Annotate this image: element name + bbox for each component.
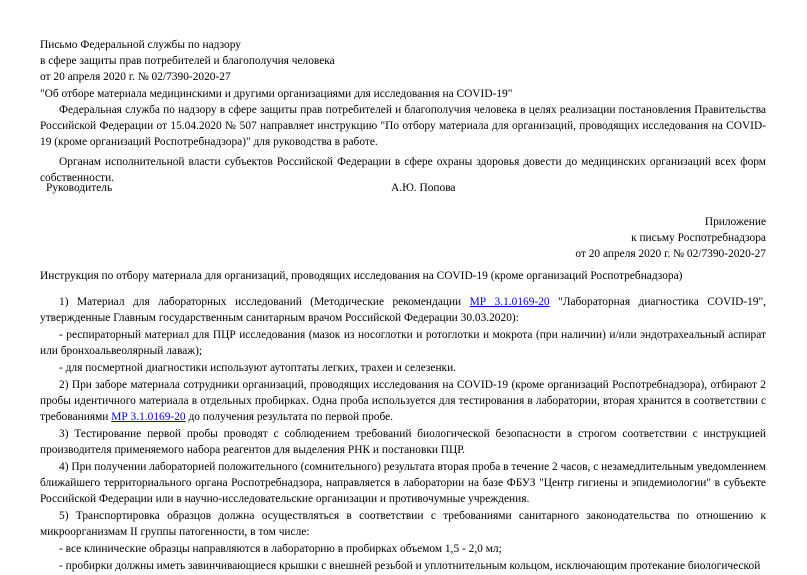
mr-reference-link-2[interactable]: МР 3.1.0169-20 — [111, 411, 186, 424]
letter-header — [40, 37, 766, 102]
item-1-bullet-2: - для посмертной диагностики используют аутоптаты легких, трахеи и селезенки. — [59, 362, 457, 374]
header-line-2: в сфере защиты прав потребителей и благополучия человека — [40, 55, 335, 68]
item-1-bullet-1: - респираторный материал для ПЦР исследования (мазок из носоглотки и ротоглотки и мокрота (при наличии) и/или эндотрахеальный аспират или бронхоальвеолярный лаваж); — [40, 329, 766, 358]
header-line-3: от 20 апреля 2020 г. № 02/7390-2020-27 — [40, 71, 231, 84]
appendix-line-1: Приложение — [704, 216, 766, 228]
appendix-line-2: к письму Роспотребнадзора — [631, 232, 766, 245]
item-5: 5) Транспортировка образцов должна осуществляться в соответствии с требованиями санитарного законодательства по отношению к микроорганизмам II группы патогенности, в том числе: — [40, 510, 766, 539]
appendix-line-3: от 20 апреля 2020 г. № 02/7390-2020-27 — [575, 248, 766, 261]
instruction-title: Инструкция по отбору материала для организаций, проводящих исследования на COVID-19 (кроме организаций Роспотребнадзора) — [40, 270, 683, 282]
item-5-bullet-1: - все клинические образцы направляются в лабораторию в пробирках объемом 1,5 - 2,0 мл; — [59, 543, 502, 556]
item-4: 4) При получении лабораторией положительного (сомнительного) результата вторая проба в течение 2 часов, с незамедлительным уведомлением ближайшего территориального органа Роспотребнадзора, направляется в лаборатории на базе ФБУЗ "Центр гигиены и эпидемиологии" в субъекте Российской Федерации или в научно-исследовательские организации и противочумные учреждения. — [40, 461, 766, 506]
item-1-text-start: 1) Материал для лабораторных исследований (Методические рекомендации — [59, 296, 470, 308]
item-2-text-start: 2) При заборе материала сотрудники организаций, проводящих исследования на COVID-19 (кроме организаций Роспотребнадзора), отбирают 2 пробы идентичного материала в отдельных пробирках. Одна проба используется для тестирования в лаборатории, вторая хранится в соответствии с требованиями — [40, 378, 766, 424]
item-5-bullet-2: - пробирки должны иметь завинчивающиеся крышки с внешней резьбой и уплотнительным кольцом, исключающим протекание биологической — [59, 560, 761, 572]
item-1 — [40, 294, 766, 326]
signature-role: Руководитель — [46, 182, 113, 194]
item-1-text-end: "Лабораторная диагностика COVID-19", утвержденные Главным государственным санитарным врачом Российской Федерации 30.03.2020): — [40, 296, 766, 325]
appendix-heading — [575, 214, 766, 263]
item-3: 3) Тестирование первой пробы проводят с соблюдением требований биологической безопасности в строгом соответствии с инструкцией производителя применяемого набора реагентов для выделения РНК и постановки ПЦР. — [40, 428, 766, 457]
header-line-4: "Об отборе материала медицинскими и другими организациями для исследования на COVID-19" — [40, 87, 513, 100]
item-2 — [40, 377, 766, 426]
instruction-body — [40, 294, 766, 575]
intro-paragraph-2: Органам исполнительной власти субъектов Российской Федерации в сфере охраны здоровья довести до медицинских организаций всех форм собственности. — [40, 155, 766, 184]
intro-paragraph-1: Федеральная служба по надзору в сфере защиты прав потребителей и благополучия человека в целях реализации постановления Правительства Российской Федерации от 15.04.2020 № 507 направляет инструкцию "По отбору материала для организаций, проводящих исследования на COVID-19 (кроме организаций Роспотребнадзора)" для руководства в работе. — [40, 104, 766, 149]
mr-reference-link-1[interactable]: МР 3.1.0169-20 — [469, 296, 550, 308]
item-2-text-end: до получения результата по первой пробе. — [185, 411, 394, 424]
header-line-1: Письмо Федеральной службы по надзору — [40, 39, 241, 51]
signature-name: А.Ю. Попова — [391, 182, 456, 194]
letter-intro — [40, 102, 766, 186]
